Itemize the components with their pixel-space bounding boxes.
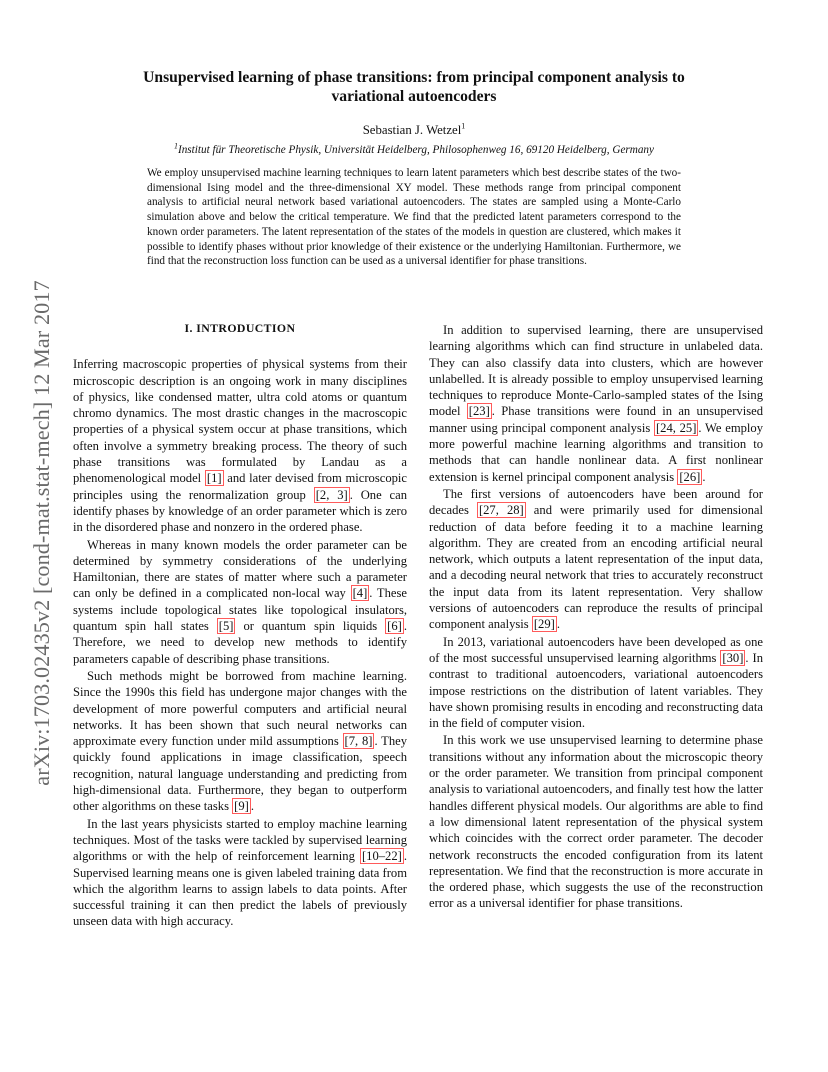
- paragraph-text: . They quickly found applications in image classification, speech recognition, natural language understanding and predicting from high-dimensional data. Furthermore, they began to outperform other algorithms on these tasks: [73, 734, 408, 814]
- paragraph-text: . Supervised learning means one is given labeled training data from which the algorithm learns to assign labels to data points. After successful training it can then predict the labels of previously unseen data with high accuracy.: [73, 849, 407, 929]
- citation-link[interactable]: [29]: [533, 617, 555, 632]
- abstract: We employ unsupervised machine learning techniques to learn latent parameters which best describe states of the two-dimensional Ising model and the three-dimensional XY model. These methods range from principal component analysis to artificial neural network based variational autoencoders. The states are sampled using a Monte-Carlo simulation above and below the critical temperature. We find that the predicted latent parameters correspond to the known order parameters. The latent representation of the states of the models in question are clustered, which makes it possible to identify phases without prior knowledge of their existence or the underlying Hamiltonian. Furthermore, we find that the reconstruction loss function can be used as a universal identifier for phase transitions.: [147, 167, 681, 268]
- author-line: [80, 122, 748, 138]
- citation-link[interactable]: [23]: [468, 404, 490, 419]
- right-column: [429, 322, 763, 994]
- paragraph: [429, 732, 763, 911]
- citation-link[interactable]: [9]: [234, 799, 249, 814]
- paper-title: [80, 68, 748, 106]
- affiliation-mark: 1: [173, 141, 178, 151]
- author-affiliation-mark: 1: [461, 121, 466, 131]
- citation-link[interactable]: [27, 28]: [478, 503, 524, 518]
- paragraph-text: In addition to supervised learning, there are unsupervised learning algorithms which can find structure in unlabeled data. They can also classify data into clusters, which are however unlabelled. It is already possible to employ unsupervised learning techniques to reproduce Monte-Carlo-sampled states of the Ising model: [429, 323, 763, 419]
- citation-link[interactable]: [30]: [722, 650, 744, 665]
- paragraph: [429, 634, 763, 732]
- affiliation-text: Institut für Theoretische Physik, Universität Heidelberg, Philosophenweg 16, 69120 Heidelberg, Germany: [177, 144, 654, 156]
- paragraph-text: The first versions of autoencoders have been around for decades: [429, 486, 763, 518]
- citation-link[interactable]: [26]: [679, 469, 701, 484]
- citation-link[interactable]: [1]: [206, 471, 222, 486]
- paragraph-text: . One can identify phases by knowledge of an order parameter which is zero in the disordered phase and nonzero in the ordered phase.: [73, 487, 407, 535]
- paragraph: [73, 668, 407, 815]
- citation-link[interactable]: [7, 8]: [344, 734, 373, 749]
- citation-link[interactable]: [2, 3]: [315, 487, 348, 502]
- paper-title-line-1: Unsupervised learning of phase transitions: from principal component analysis to: [143, 69, 685, 86]
- section-heading-introduction: I. INTRODUCTION: [184, 321, 296, 335]
- citation-link[interactable]: [10–22]: [361, 849, 402, 864]
- citation-link[interactable]: [4]: [352, 586, 368, 601]
- paragraph-text: . In contrast to traditional autoencoders, variational autoencoders impose restrictions on the distribution of latent variables. They have shown promising results in encoding and reconstructing data in the field of computer vision.: [429, 650, 763, 731]
- paragraph-text: .: [250, 799, 254, 814]
- citation-link[interactable]: [24, 25]: [655, 420, 697, 435]
- paragraph-text: and were primarily used for dimensional reduction of data before feeding it to a machine learning algorithm. They are created from an encoding artificial neural network, which outputs a latent representation of the input data, and a decoding neural network that tries to accurately reconstruct the input data from its latent representation. Very shallow versions of autoencoders can reproduce the results of principal component analysis: [429, 503, 763, 632]
- citation-link[interactable]: [6]: [387, 619, 402, 634]
- citation-link[interactable]: [5]: [218, 619, 234, 634]
- paragraph: [429, 486, 763, 633]
- paragraph: [73, 816, 407, 930]
- paragraph-text: . Therefore, we need to develop new methods to identify parameters capable of describing phase transitions.: [73, 619, 407, 666]
- paragraph-text: . Phase transitions were found in an unsupervised manner using principal component analysis: [429, 404, 763, 435]
- paragraph: [73, 537, 407, 667]
- paragraph-text: In this work we use unsupervised learning to determine phase transitions without any information about the microscopic theory or the order parameter. We transition from principal component analysis to variational autoencoders, and finally test how the latter handles different physical models. Our algorithms are able to find a low dimensional latent representation of the physical system which coincides with the correct order parameter. The decoder network reconstructs the encoded configuration from its latent representation. We find that the reconstruction is more accurate in the ordered phase, which suggests the use of the reconstruction error as a universal identifier for phase transitions.: [429, 733, 763, 911]
- paragraph-text: and later devised from microscopic principles using the renormalization group: [73, 471, 408, 502]
- paragraph-text: In 2013, variational autoencoders have been developed as one of the most successful unsupervised learning algorithms: [429, 634, 763, 665]
- paragraph-text: In the last years physicists started to employ machine learning techniques. Most of the tasks were tackled by supervised learning algorithms or with the help of reinforcement learning: [73, 816, 407, 864]
- paragraph-text: Whereas in many known models the order parameter can be determined by symmetry considerations of the underlying Hamiltonian, there are states of matter where such a parameter can only be defined in a complicated non-local way: [73, 537, 407, 601]
- left-column: [73, 318, 407, 990]
- paragraph-text: or quantum spin liquids: [235, 619, 386, 634]
- paragraph-text: Such methods might be borrowed from machine learning. Since the 1990s this field has undergone major changes with the development of more powerful computers and artificial neural networks. It has been shown that such neural networks can approximate every function under mild assumptions: [73, 668, 407, 749]
- paragraph-text: . These systems include topological states like topological insulators, quantum spin hall states: [73, 586, 407, 634]
- paragraph-text: Inferring macroscopic properties of physical systems from their microscopic description is an ongoing work in many disciplines of physics, like condensed matter, ultra cold atoms or quantum chromo dynamics. The most drastic changes in the macroscopic properties of a physical system occur at phase transitions, which often involve a symmetry breaking process. The theory of such phase transitions was formulated by Landau as a phenomenological model: [73, 357, 407, 486]
- paragraph-text: .: [556, 617, 560, 632]
- paragraph-text: . We employ more powerful machine learning algorithms and transition to methods that can handle nonlinear data. A first nonlinear extension is kernel principal component analysis: [429, 420, 764, 484]
- affiliation-line: [80, 143, 748, 157]
- arxiv-identifier-stamp: [22, 220, 62, 846]
- author-name: Sebastian J. Wetzel: [362, 123, 462, 137]
- paragraph: [73, 356, 407, 535]
- paragraph-text: .: [702, 469, 706, 484]
- paper-title-line-2: variational autoencoders: [331, 88, 497, 105]
- paragraph: [429, 322, 763, 485]
- arxiv-identifier-text: arXiv:1703.02435v2 [cond-mat.stat-mech] 12 Mar 2017: [29, 280, 54, 786]
